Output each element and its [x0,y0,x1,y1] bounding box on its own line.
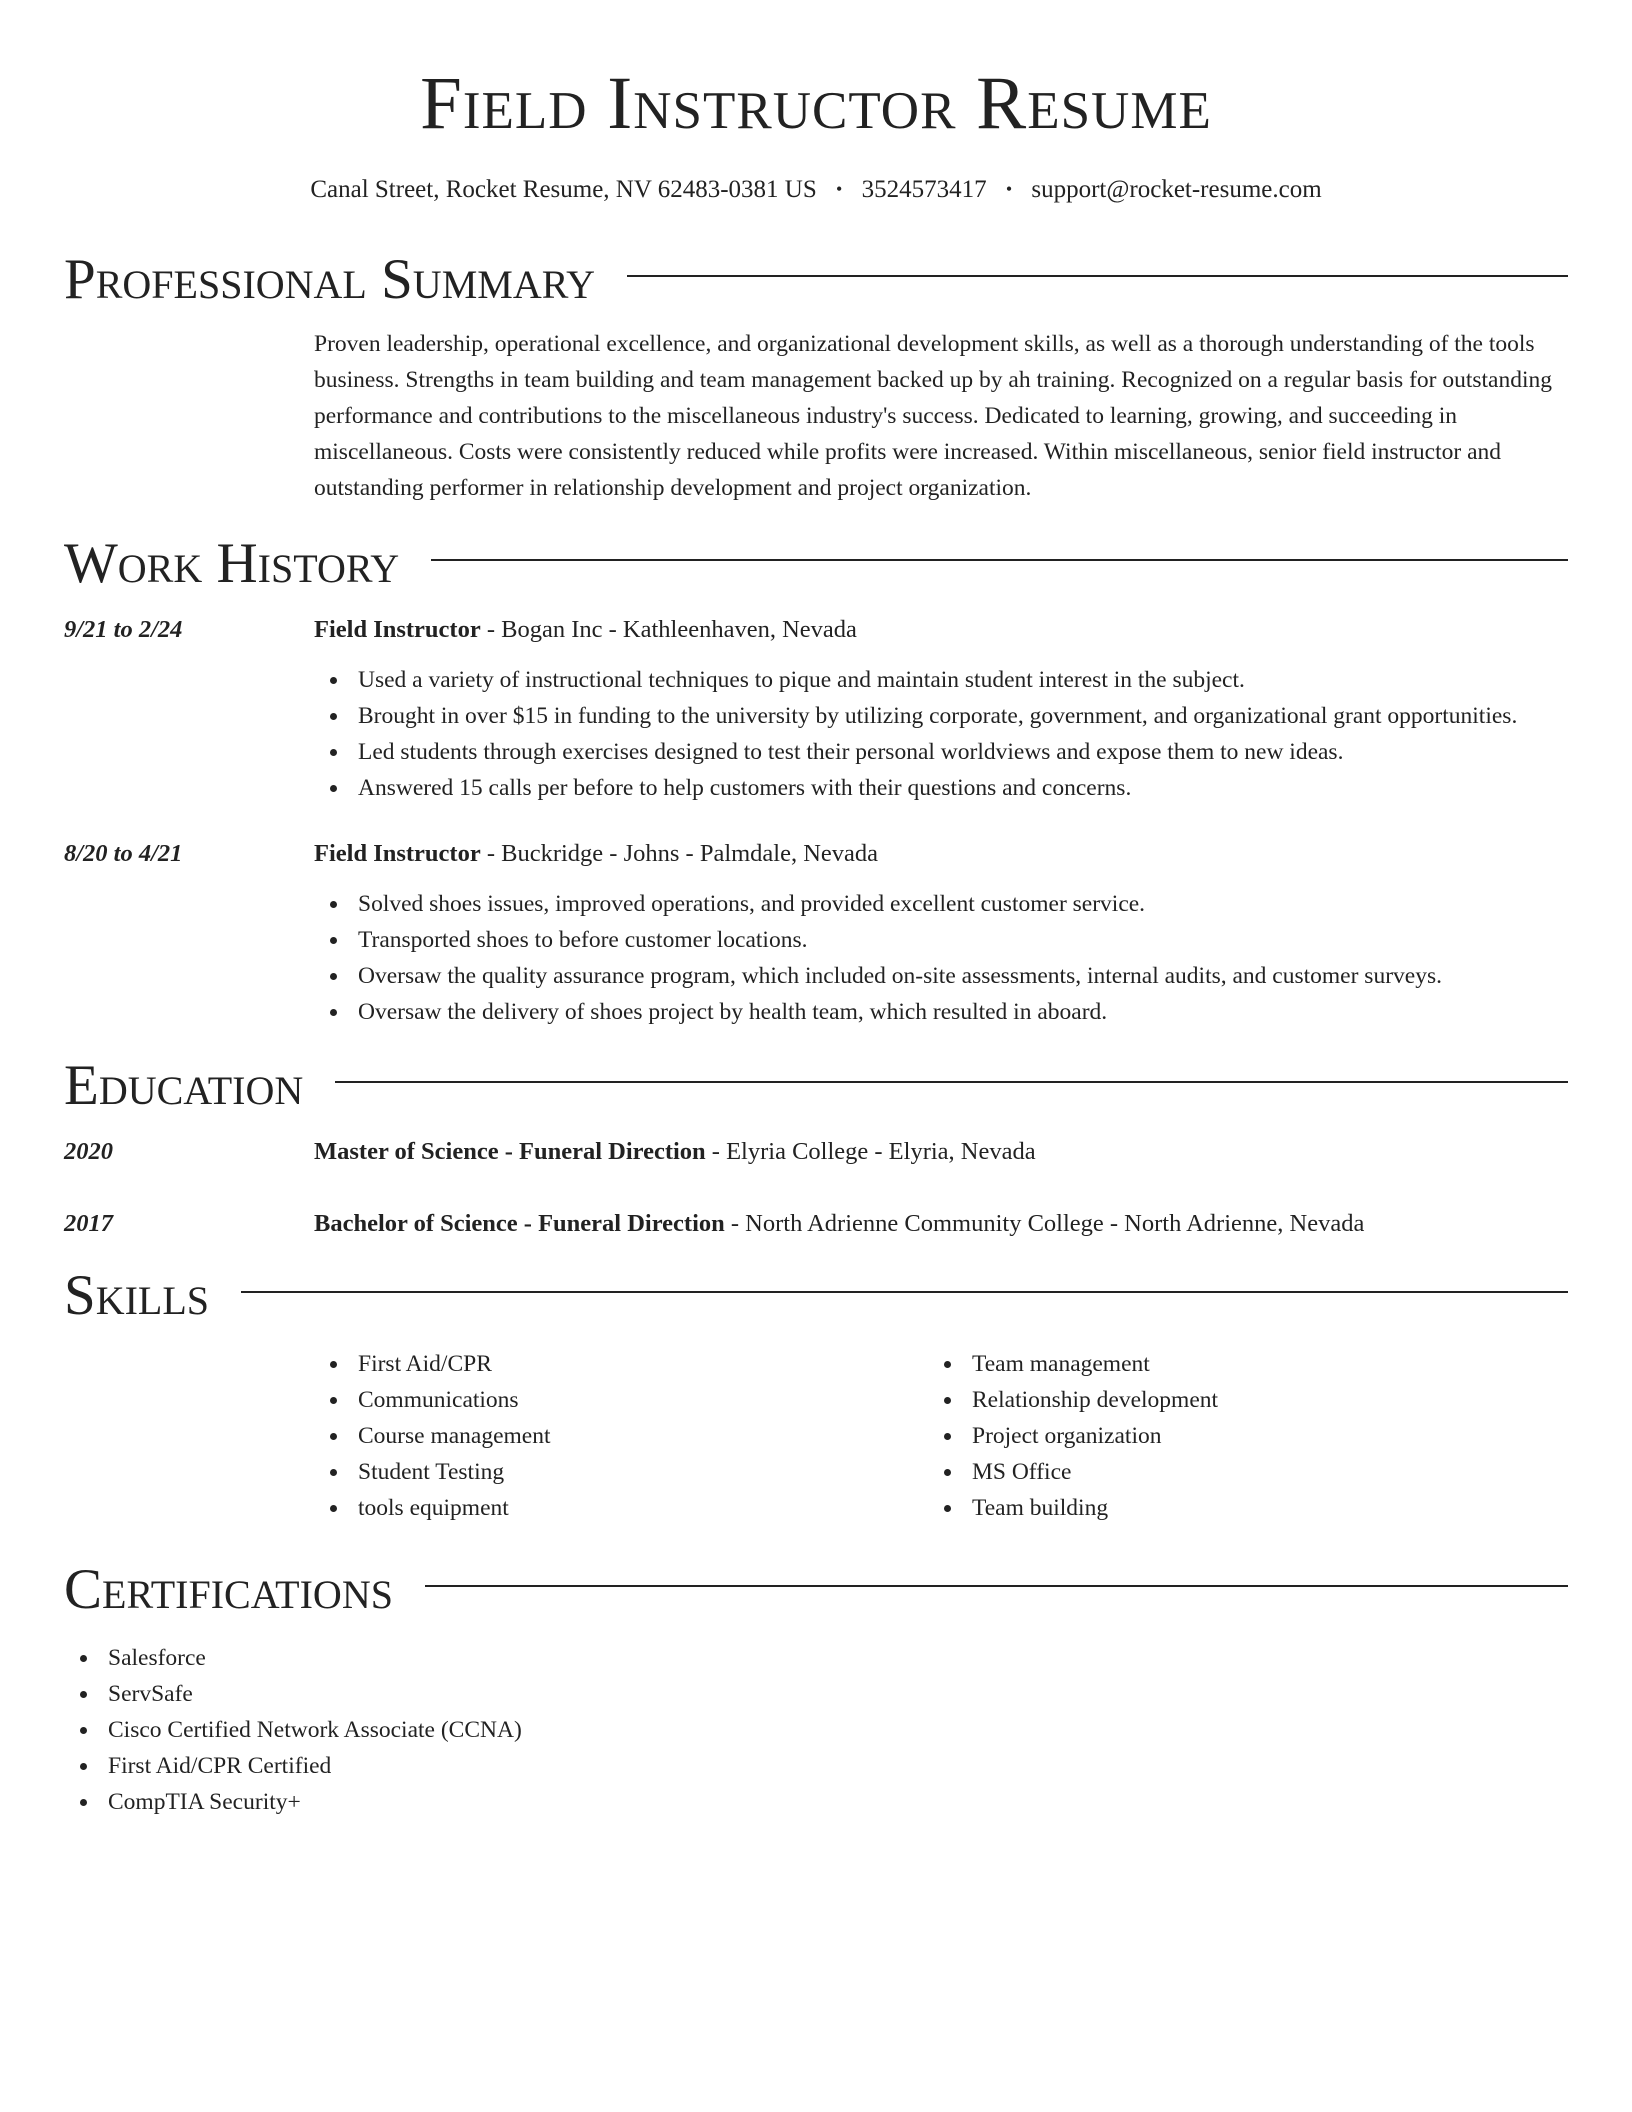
skills-column-right [928,1346,1542,1526]
job-heading [314,836,1442,872]
skill-item: Student Testing [314,1454,928,1490]
skill-item: First Aid/CPR [314,1346,928,1382]
list-item: Transported shoes to before customer locations. [314,922,1442,958]
contact-email: support@rocket-resume.com [1031,176,1322,203]
skills-column-left [314,1346,928,1526]
education-details: - North Adrienne Community College - North Adrienne, Nevada [724,1210,1365,1238]
job-details: - Buckridge - Johns - Palmdale, Nevada [480,840,879,868]
job-bullets [314,886,1442,1030]
section-divider [627,275,1568,277]
education-year: 2020 [64,1138,113,1166]
section-divider [241,1291,1568,1293]
skill-item: Team building [928,1490,1542,1526]
list-item: Oversaw the quality assurance program, which included on-site assessments, internal audits, and customer surveys. [314,958,1442,994]
page-title: Field Instructor Resume [420,62,1212,145]
certification-item: Salesforce [64,1640,1568,1676]
list-item: Brought in over $15 in funding to the university by utilizing corporate, government, and organizational grant opportunities. [314,698,1517,734]
skill-item: Team management [928,1346,1542,1382]
section-title: Work History [64,532,400,596]
skills-section-header [64,1266,1568,1326]
section-divider [425,1585,1568,1587]
summary-section-header [64,250,1568,310]
certifications-list [64,1640,1568,1820]
certification-item: Cisco Certified Network Associate (CCNA) [64,1712,1568,1748]
certification-item: CompTIA Security+ [64,1784,1568,1820]
education-degree: Master of Science - Funeral Direction [314,1138,706,1166]
list-item: Led students through exercises designed to test their personal worldviews and expose them to new ideas. [314,734,1517,770]
section-title: Certifications [64,1558,393,1622]
skills-grid [314,1346,1568,1526]
contact-separator: • [836,179,843,200]
job-title: Field Instructor [314,840,481,868]
job-entry [64,836,1568,1030]
section-title: Education [64,1054,304,1118]
contact-phone: 3524573417 [861,176,987,203]
education-heading [314,1134,1036,1170]
certifications-section-header [64,1560,1568,1620]
job-bullets [314,662,1517,806]
work-section-header [64,534,1568,594]
job-entry [64,612,1568,806]
skill-item: Relationship development [928,1382,1542,1418]
list-item: Used a variety of instructional techniques to pique and maintain student interest in the subject. [314,662,1517,698]
section-divider [335,1081,1568,1083]
education-details: - Elyria College - Elyria, Nevada [705,1138,1036,1166]
section-title: Skills [64,1264,210,1328]
education-degree: Bachelor of Science - Funeral Direction [314,1210,725,1238]
contact-line [64,175,1568,206]
summary-text: Proven leadership, operational excellence, and organizational development skills, as well as a thorough understanding of the tools business. Strengths in team building and team management backed up by ah training. Recognized on a regular basis for outstanding performance and contributions to the miscellaneous industry's success. Dedicated to learning, growing, and succeeding in miscellaneous. Costs were consistently reduced while profits were increased. Within miscellaneous, senior field instructor and outstanding performer in relationship development and project organization. [314,331,1553,502]
skill-item: Course management [314,1418,928,1454]
education-entry [64,1206,1568,1242]
skill-item: MS Office [928,1454,1542,1490]
education-section-header [64,1056,1568,1116]
section-title: Professional Summary [64,248,596,312]
list-item: Answered 15 calls per before to help customers with their questions and concerns. [314,770,1517,806]
education-entry [64,1134,1568,1170]
job-heading [314,612,1517,648]
job-dates: 9/21 to 2/24 [64,616,183,644]
skill-item: Communications [314,1382,928,1418]
list-item: Solved shoes issues, improved operations, and provided excellent customer service. [314,886,1442,922]
job-dates: 8/20 to 4/21 [64,840,183,868]
job-details: - Bogan Inc - Kathleenhaven, Nevada [480,616,857,644]
education-year: 2017 [64,1210,113,1238]
contact-separator: • [1005,179,1013,200]
education-heading [314,1206,1364,1242]
list-item: Oversaw the delivery of shoes project by health team, which resulted in aboard. [314,994,1442,1030]
certification-item: ServSafe [64,1676,1568,1712]
skill-item: Project organization [928,1418,1542,1454]
skill-item: tools equipment [314,1490,928,1526]
contact-address: Canal Street, Rocket Resume, NV 62483-0381 US [310,176,817,203]
section-divider [431,559,1568,561]
certification-item: First Aid/CPR Certified [64,1748,1568,1784]
job-title: Field Instructor [314,616,481,644]
